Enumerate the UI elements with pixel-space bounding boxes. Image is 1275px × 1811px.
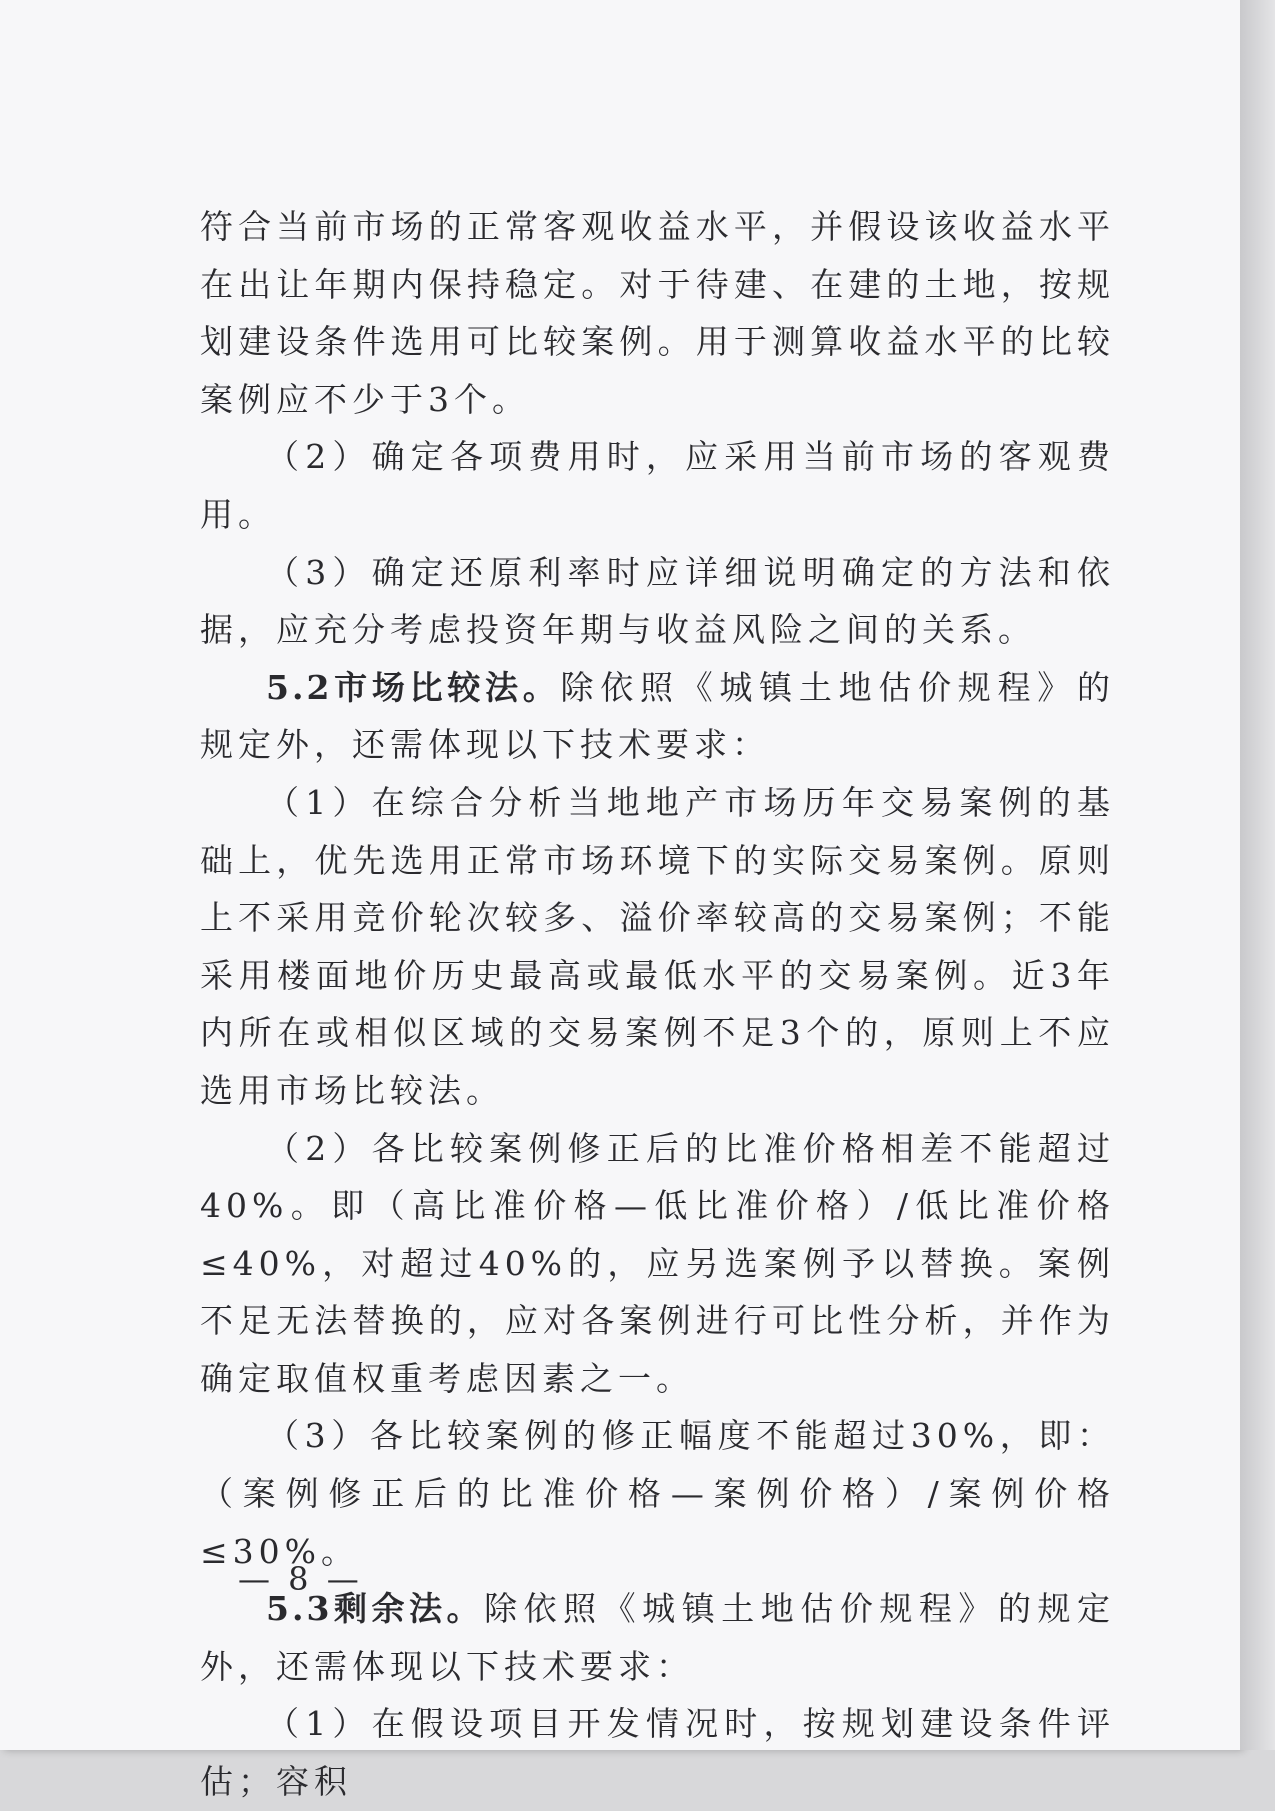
paragraph-text: （2）确定各项费用时，应采用当前市场的客观费用。 bbox=[200, 437, 1115, 534]
paragraph-text: （1）在假设项目开发情况时，按规划建设条件评估；容积 bbox=[200, 1704, 1115, 1802]
paragraph-text: 符合当前市场的正常客观收益水平，并假设该收益水平在出让年期内保持稳定。对于待建、在建的土地，按规划建设条件选用可比较案例。用于测算收益水平的比较案例应不少于3个。 bbox=[200, 207, 1115, 419]
section-heading: 5.3剩余法。 bbox=[266, 1589, 485, 1629]
paragraph bbox=[200, 428, 1115, 543]
paragraph bbox=[200, 198, 1115, 428]
page-number: — 8 — bbox=[238, 1560, 363, 1598]
paragraph bbox=[200, 1120, 1115, 1408]
paragraph-text: 除依照《城镇土地估价规程》的规定外，还需体现以下技术要求： bbox=[200, 1589, 1115, 1686]
paragraph-text: 除依照《城镇土地估价规程》的规定外，还需体现以下技术要求： bbox=[200, 667, 1115, 765]
paragraph bbox=[200, 544, 1115, 659]
section-heading: 5.2市场比较法。 bbox=[266, 667, 561, 707]
section-paragraph bbox=[200, 659, 1115, 774]
paragraph-text: （3）确定还原利率时应详细说明确定的方法和依据，应充分考虑投资年期与收益风险之间的关系。 bbox=[200, 552, 1115, 650]
paragraph-text: （2）各比较案例修正后的比准价格相差不能超过40%。即（高比准价格—低比准价格）/低比准价格≤40%，对超过40%的，应另选案例予以替换。案例不足无法替换的，应对各案例进行可比性分析，并作为确定取值权重考虑因素之一。 bbox=[200, 1128, 1115, 1398]
paragraph bbox=[200, 774, 1115, 1120]
paragraph-text: （3）各比较案例的修正幅度不能超过30%，即：（案例修正后的比准价格—案例价格）/案例价格≤30%。 bbox=[200, 1416, 1115, 1571]
paragraph bbox=[200, 1695, 1115, 1810]
paragraph-text: （1）在综合分析当地地产市场历年交易案例的基础上，优先选用正常市场环境下的实际交易案例。原则上不采用竞价轮次较多、溢价率较高的交易案例；不能采用楼面地价历史最高或最低水平的交易案例。近3年内所在或相似区域的交易案例不足3个的，原则上不应选用市场比较法。 bbox=[200, 782, 1115, 1110]
scan-edge bbox=[1240, 0, 1275, 1750]
paragraph bbox=[200, 1407, 1115, 1580]
